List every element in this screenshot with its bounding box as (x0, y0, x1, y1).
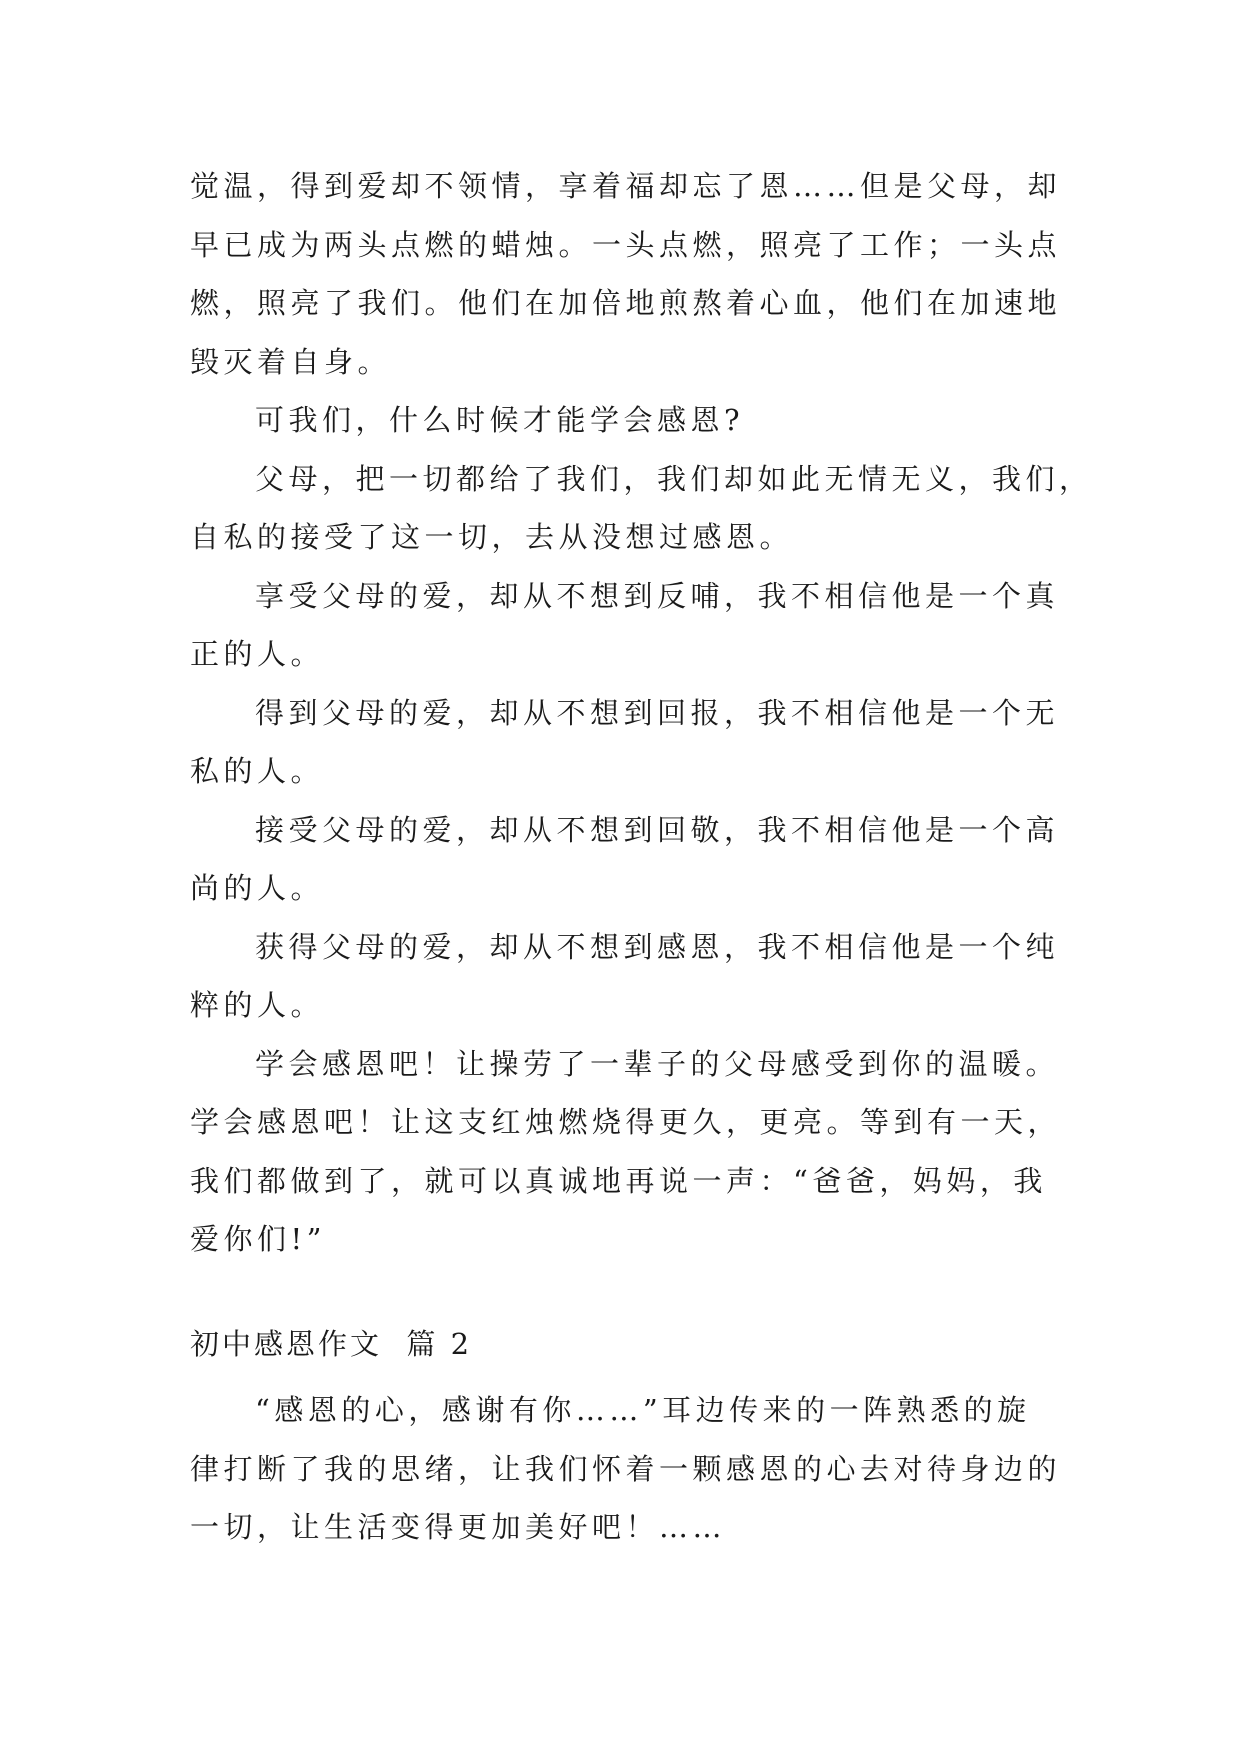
text-line: 学会感恩吧！让这支红烛燃烧得更久，更亮。等到有一天， (190, 1105, 1062, 1139)
paragraph-first-line: 可我们，什么时候才能学会感恩? (255, 403, 745, 437)
paragraph-first-line: 父母，把一切都给了我们，我们却如此无情无义，我们， (255, 461, 1093, 496)
text-line: 律打断了我的思绪，让我们怀着一颗感恩的心去对待身边的 (190, 1451, 1062, 1486)
text-line: 正的人。 (190, 637, 325, 671)
section-heading: 初中感恩作文 篇 2 (190, 1327, 473, 1361)
text-line: 粹的人。 (190, 988, 325, 1022)
essay-body-continued (190, 157, 1093, 1269)
paragraph-first-line: 得到父母的爱，却从不想到回报，我不相信他是一个无 (255, 695, 1060, 730)
text-line: 自私的接受了这一切，去从没想过感恩。 (190, 520, 794, 554)
text-line: 毁灭着自身。 (190, 344, 392, 379)
text-line: 燃，照亮了我们。他们在加倍地煎熬着心血，他们在加速地 (190, 286, 1062, 320)
text-line: 私的人。 (190, 754, 325, 788)
paragraph-first-line: “感恩的心，感谢有你……”耳边传来的一阵熟悉的旋 (255, 1393, 1031, 1427)
text-line: 我们都做到了，就可以真诚地再说一声：“爸爸，妈妈，我 (190, 1163, 1047, 1198)
text-line: 觉温，得到爱却不领情，享着福却忘了恩……但是父母，却 (190, 169, 1062, 203)
paragraph-first-line: 享受父母的爱，却从不想到反哺，我不相信他是一个真 (255, 578, 1060, 613)
text-line: 早已成为两头点燃的蜡烛。一头点燃，照亮了工作；一头点 (190, 227, 1062, 262)
paragraph-first-line: 获得父母的爱，却从不想到感恩，我不相信他是一个纯 (255, 929, 1060, 964)
text-line: 爱你们!” (190, 1222, 326, 1256)
text-line: 一切，让生活变得更加美好吧！…… (190, 1510, 727, 1544)
paragraph-first-line: 学会感恩吧！让操劳了一辈子的父母感受到你的温暖。 (255, 1046, 1060, 1081)
paragraph-first-line: 接受父母的爱，却从不想到回敬，我不相信他是一个高 (255, 812, 1060, 847)
text-line: 尚的人。 (190, 871, 325, 905)
essay-2-intro (190, 1381, 1070, 1557)
